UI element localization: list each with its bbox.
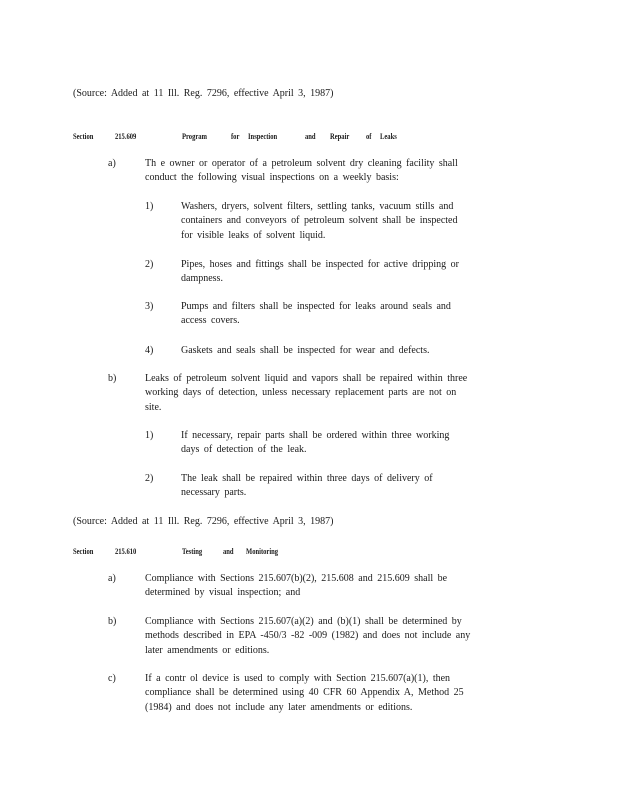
subsection-label: a) <box>108 158 116 169</box>
subsection-text <box>145 615 470 658</box>
text-line: compliance shall be determined using 40 CFR 60 Appendix A, Method 25 <box>145 687 464 699</box>
text-line: methods described in EPA -450/3 -82 -009 (1982) and does not include any <box>145 630 471 642</box>
section-title-word: of <box>366 132 372 141</box>
text-line: If a contr ol device is used to comply with Section 215.607(a)(1), then <box>145 673 451 684</box>
text-line: dampness. <box>181 273 223 285</box>
subsection-text <box>145 672 464 715</box>
text-line: containers and conveyors of petroleum solvent shall be inspected <box>181 215 458 227</box>
text-line: (1984) and does not include any later amendments or editions. <box>145 701 413 713</box>
section-title-word: Repair <box>330 132 350 141</box>
text-line: Th e owner or operator of a petroleum solvent dry cleaning facility shall <box>145 158 458 169</box>
subsection-label: b) <box>108 373 117 384</box>
item-label: 4) <box>145 345 154 356</box>
text-line: Leaks of petroleum solvent liquid and vapors shall be repaired within three <box>145 373 468 384</box>
section-word: Section <box>73 547 94 556</box>
section-number: 215.609 <box>115 132 137 141</box>
text-line: Pipes, hoses and fittings shall be inspected for active dripping or <box>181 259 460 270</box>
text-line: determined by visual inspection; and <box>145 587 301 599</box>
source-note: (Source: Added at 11 Ill. Reg. 7296, effective April 3, 1987) <box>73 88 334 99</box>
text-line: If necessary, repair parts shall be ordered within three working <box>181 430 450 441</box>
text-line: access covers. <box>181 315 240 327</box>
item-text <box>181 429 449 458</box>
section-title-word: Monitoring <box>246 547 279 556</box>
item-text <box>181 300 451 329</box>
item-text <box>181 258 459 287</box>
section-title-word: Program <box>182 132 208 141</box>
section-title-word: and <box>223 547 234 556</box>
item-text <box>181 200 457 243</box>
item-label: 2) <box>145 473 154 484</box>
text-line: Gaskets and seals shall be inspected for wear and defects. <box>181 345 430 356</box>
text-line: site. <box>145 401 162 413</box>
text-line: days of detection of the leak. <box>181 444 307 456</box>
subsection-label: a) <box>108 573 116 584</box>
item-text <box>181 472 433 501</box>
text-line: later amendments or editions. <box>145 644 270 656</box>
item-label: 3) <box>145 301 154 312</box>
text-line: Compliance with Sections 215.607(a)(2) and (b)(1) shall be determined by <box>145 616 462 627</box>
text-line: for visible leaks of solvent liquid. <box>181 229 326 241</box>
text-line: The leak shall be repaired within three days of delivery of <box>181 473 433 484</box>
subsection-text <box>145 157 458 186</box>
text-line: conduct the following visual inspections on a weekly basis: <box>145 172 399 184</box>
text-line: Compliance with Sections 215.607(b)(2), 215.608 and 215.609 shall be <box>145 573 448 584</box>
subsection-label: b) <box>108 616 117 627</box>
section-title-word: for <box>231 132 240 141</box>
text-line: necessary parts. <box>181 487 247 499</box>
text-line: Washers, dryers, solvent filters, settling tanks, vacuum stills and <box>181 201 454 212</box>
text-line: working days of detection, unless necessary replacement parts are not on <box>145 387 457 399</box>
section-word: Section <box>73 132 94 141</box>
subsection-text <box>145 572 447 601</box>
item-label: 2) <box>145 259 154 270</box>
section-title-word: Leaks <box>380 132 397 141</box>
section-title-word: and <box>305 132 316 141</box>
item-text <box>181 344 429 358</box>
subsection-text <box>145 372 467 415</box>
source-note: (Source: Added at 11 Ill. Reg. 7296, effective April 3, 1987) <box>73 516 334 527</box>
section-title-word: Inspection <box>248 132 278 141</box>
text-line: Pumps and filters shall be inspected for leaks around seals and <box>181 301 451 312</box>
section-title-word: Testing <box>182 547 203 556</box>
subsection-label: c) <box>108 673 116 684</box>
section-number: 215.610 <box>115 547 137 556</box>
item-label: 1) <box>145 430 154 441</box>
item-label: 1) <box>145 201 154 212</box>
